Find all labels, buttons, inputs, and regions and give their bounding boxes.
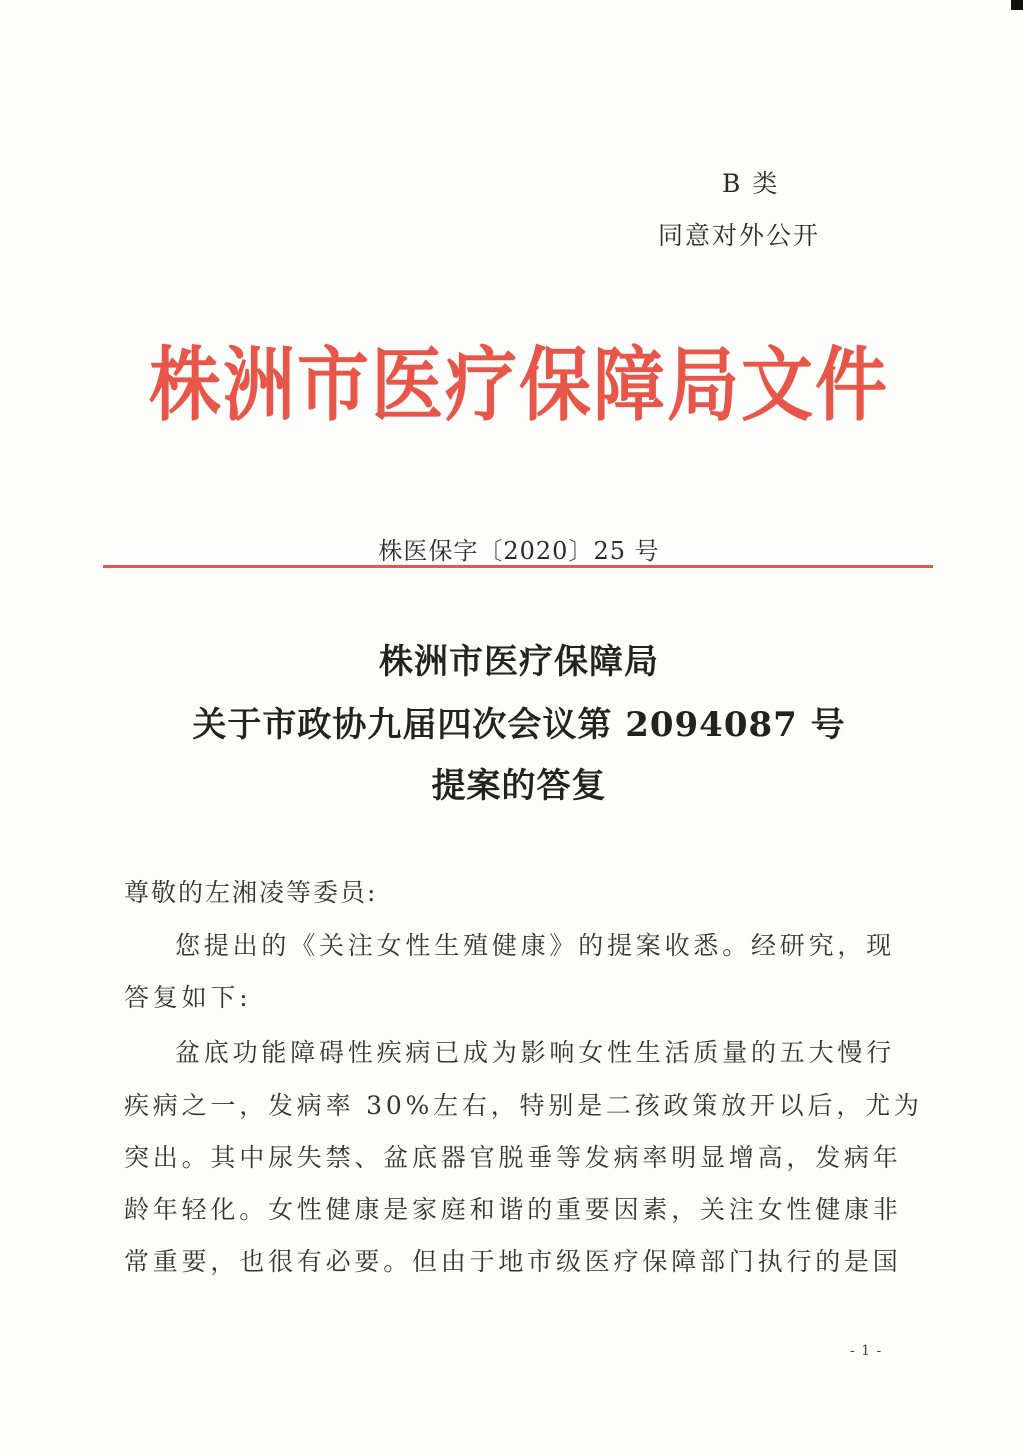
publicity-label: 同意对外公开 [658, 221, 821, 250]
body-line: 突出。其中尿失禁、盆底器官脱垂等发病率明显增高，发病年 [124, 1143, 902, 1172]
scan-corner-mark [1011, 0, 1023, 10]
red-masthead-title: 株洲市医疗保障局文件 [148, 337, 889, 432]
title-line-3: 提案的答复 [431, 766, 607, 806]
body-line: 您提出的《关注女性生殖健康》的提案收悉。经研究，现 [175, 931, 896, 960]
body-line: 盆底功能障碍性疾病已成为影响女性生活质量的五大慢行 [175, 1038, 896, 1067]
classification-label: B 类 [722, 169, 780, 198]
salutation: 尊敬的左湘凌等委员: [124, 878, 378, 907]
red-separator-line [103, 565, 933, 568]
title-line-2: 关于市政协九届四次会议第 2094087 号 [192, 705, 846, 745]
document-number: 株医保字〔2020〕25 号 [378, 537, 660, 565]
body-line: 疾病之一，发病率 30%左右，特别是二孩政策放开以后，尤为 [124, 1091, 923, 1120]
body-line: 答复如下: [124, 983, 252, 1012]
page-number: - 1 - [850, 1343, 883, 1359]
body-line: 常重要，也很有必要。但由于地市级医疗保障部门执行的是国 [124, 1247, 902, 1276]
body-line: 龄年轻化。女性健康是家庭和谐的重要因素，关注女性健康非 [124, 1195, 902, 1224]
title-line-1: 株洲市医疗保障局 [379, 642, 659, 682]
